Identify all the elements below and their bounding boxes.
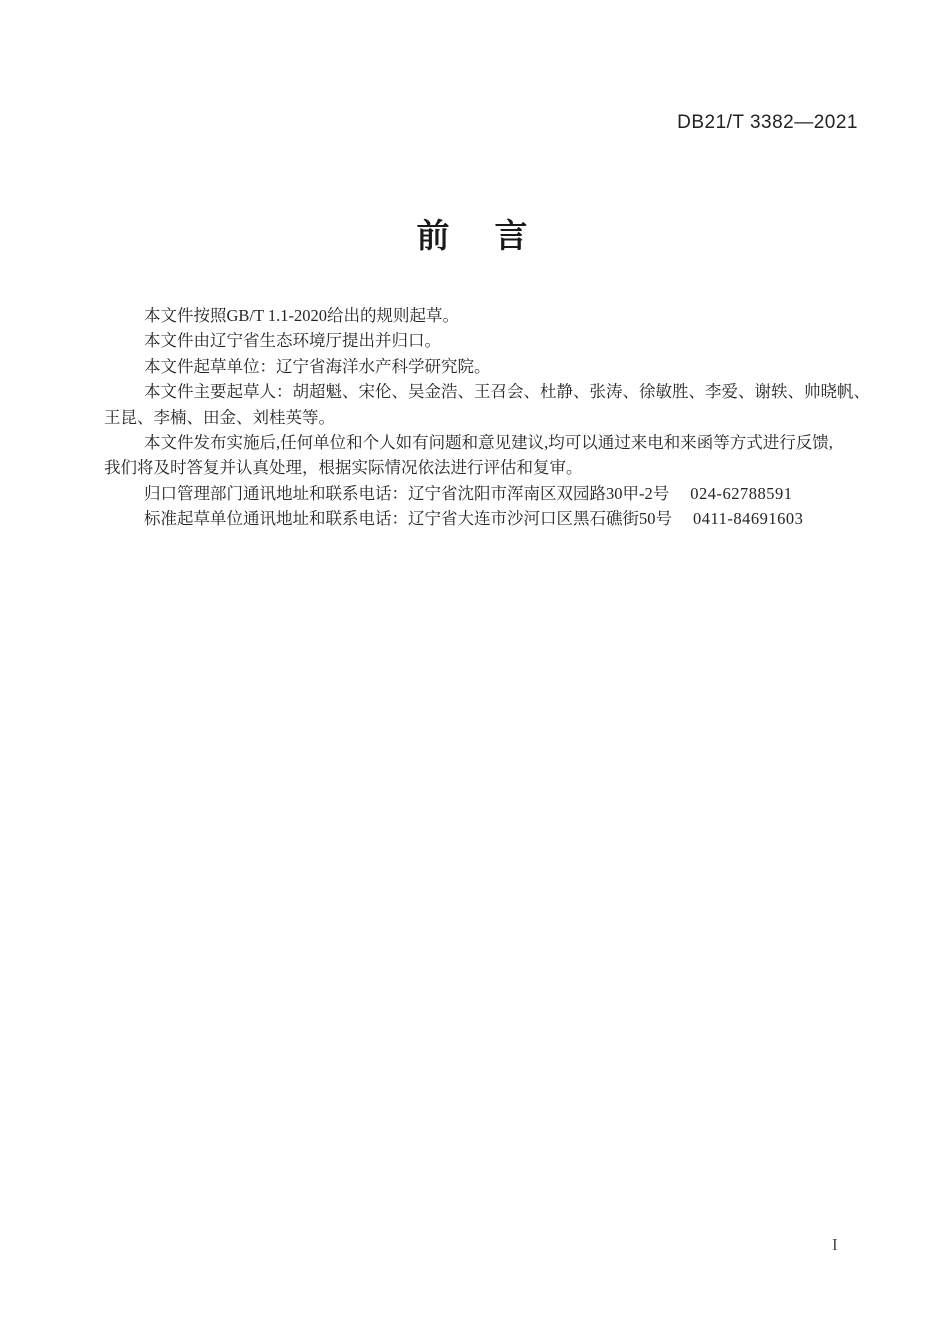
paragraph-line-feedback-2: 我们将及时答复并认真处理，根据实际情况依法进行评估和复审。 bbox=[104, 458, 583, 478]
paragraph-line-proposing-body: 本文件由辽宁省生态环境厅提出并归口。 bbox=[144, 331, 441, 351]
contact-phone: 024-62788591 bbox=[690, 483, 793, 503]
paragraph-line-drafting-unit: 本文件起草单位：辽宁省海洋水产科学研究院。 bbox=[144, 356, 491, 376]
contact-address: 标准起草单位通讯地址和联系电话：辽宁省大连市沙河口区黑石礁街50号 bbox=[144, 509, 672, 529]
page-title: 前 言 bbox=[416, 217, 534, 254]
contact-address: 归口管理部门通讯地址和联系电话：辽宁省沈阳市浑南区双园路30甲-2号 bbox=[144, 483, 670, 503]
paragraph-line-drafters-1: 本文件主要起草人：胡超魁、宋伦、吴金浩、王召会、杜静、张涛、徐敏胜、李爱、谢轶、帅晓帆、 bbox=[144, 382, 870, 402]
contact-line-drafting-unit bbox=[104, 506, 870, 531]
contact-line-authority bbox=[104, 481, 870, 506]
page-number: I bbox=[832, 1235, 838, 1254]
foreword-content bbox=[104, 303, 870, 532]
standard-code: DB21/T 3382—2021 bbox=[677, 112, 858, 133]
paragraph-line-drafters-2: 王昆、李楠、田金、刘桂英等。 bbox=[104, 407, 335, 427]
paragraph-line-drafting-rule: 本文件按照GB/T 1.1-2020给出的规则起草。 bbox=[144, 306, 460, 325]
contact-phone: 0411-84691603 bbox=[693, 509, 804, 529]
paragraph-line-feedback-1: 本文件发布实施后,任何单位和个人如有问题和意见建议,均可以通过来电和来函等方式进行反馈, bbox=[144, 433, 833, 453]
